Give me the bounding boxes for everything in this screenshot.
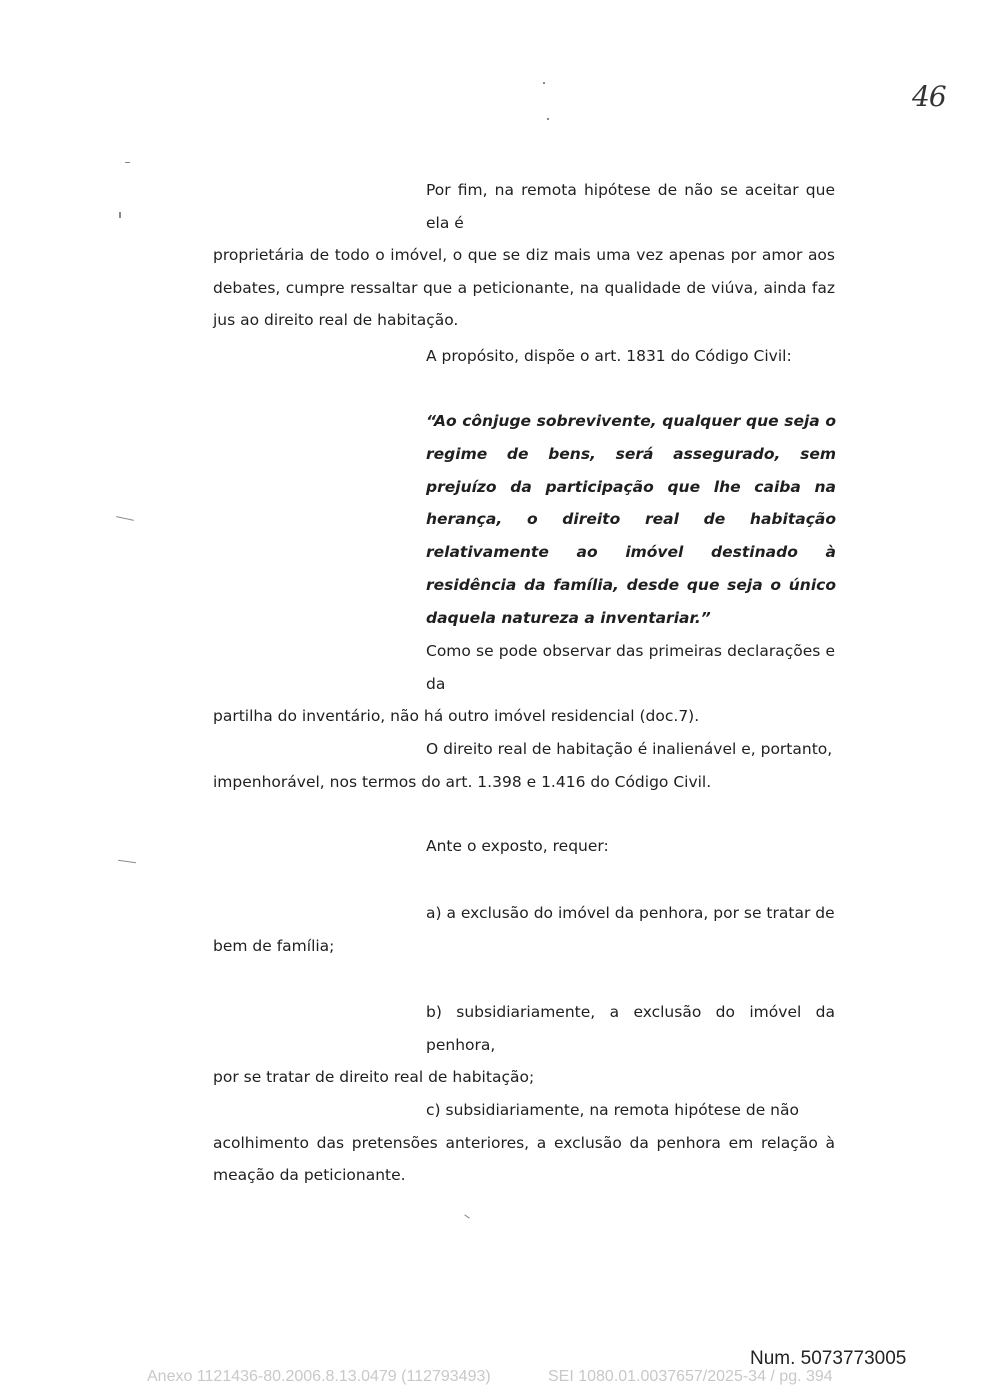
request-item-b xyxy=(213,996,835,1094)
scan-speck xyxy=(118,860,136,863)
paragraph-text: bem de família; xyxy=(213,936,335,955)
paragraph-text: impenhorável, nos termos do art. 1.398 e 1.416 do Código Civil. xyxy=(213,772,712,791)
paragraph-text: partilha do inventário, não há outro imóvel residencial (doc.7). xyxy=(213,707,700,725)
annex-reference: Anexo 1121436-80.2006.8.13.0479 (112793493) xyxy=(147,1368,491,1385)
paragraph-text: proprietária de todo o imóvel, o que se diz mais uma vez apenas por amor aos debates, cumpre ressaltar que a peticionante, na qualidade de viúva, ainda faz jus ao direito real de habitação. xyxy=(213,246,835,329)
sei-reference: SEI 1080.01.0037657/2025-34 / pg. 394 xyxy=(548,1368,833,1385)
scan-speck xyxy=(543,82,545,84)
paragraph-requests-intro: Ante o exposto, requer: xyxy=(426,837,609,855)
paragraph-text: acolhimento das pretensões anteriores, a exclusão da penhora em relação à meação da peticionante. xyxy=(213,1133,835,1184)
request-item-a xyxy=(213,897,835,962)
handwritten-page-number: 46 xyxy=(912,80,946,113)
document-number: Num. 5073773005 xyxy=(750,1348,907,1369)
paragraph-first-line: c) subsidiariamente, na remota hipótese de não xyxy=(426,1101,799,1119)
paragraph-inalienable xyxy=(213,733,835,798)
paragraph-first-line: b) subsidiariamente, a exclusão do imóvel da penhora, xyxy=(426,1003,835,1054)
scan-speck xyxy=(119,212,121,218)
paragraph-first-line: Como se pode observar das primeiras declarações e da xyxy=(426,642,835,693)
paragraph-declarations xyxy=(213,635,835,733)
scan-speck xyxy=(125,162,130,163)
paragraph-text: por se tratar de direito real de habitação; xyxy=(213,1068,535,1086)
paragraph-article-intro: A propósito, dispõe o art. 1831 do Código Civil: xyxy=(426,347,792,365)
scan-speck xyxy=(116,516,134,521)
paragraph-first-line: a) a exclusão do imóvel da penhora, por se tratar de xyxy=(426,904,835,922)
scan-speck xyxy=(464,1214,469,1218)
paragraph-habitation-right xyxy=(213,174,835,337)
scan-speck xyxy=(547,118,549,120)
paragraph-first-line: O direito real de habitação é inalienável e, portanto, xyxy=(426,740,833,758)
request-item-c xyxy=(213,1094,835,1192)
legal-quote: “Ao cônjuge sobrevivente, qualquer que seja o regime de bens, será assegurado, sem prejuízo da participação que lhe caiba na herança, o direito real de habitação relativamente ao imóvel destinado à residência da família, desde que seja o único daquela natureza a inventariar.” xyxy=(426,412,836,627)
paragraph-first-line: Por fim, na remota hipótese de não se aceitar que ela é xyxy=(426,181,835,232)
